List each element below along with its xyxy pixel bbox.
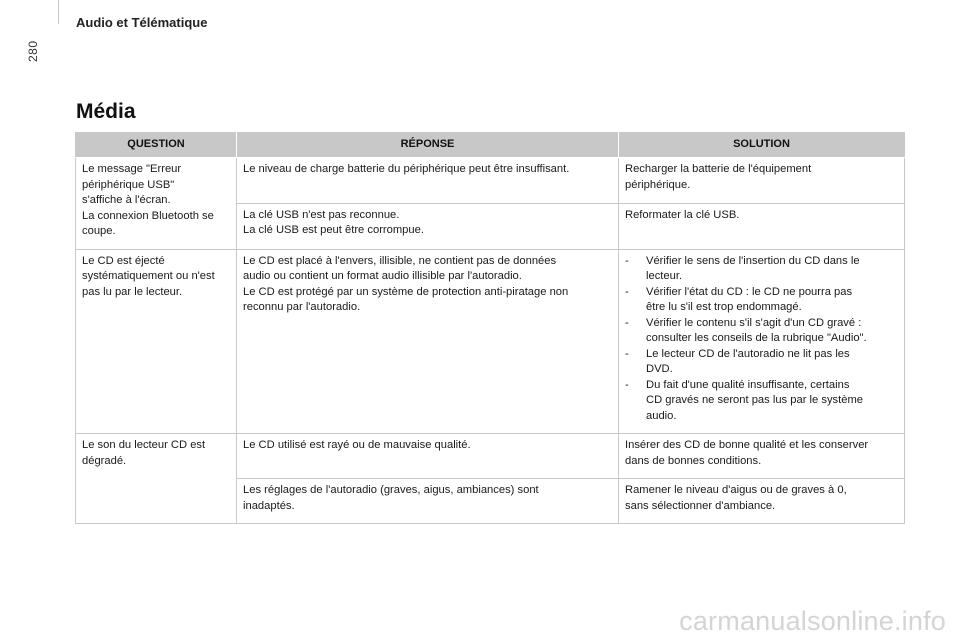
solution-cell <box>619 158 905 204</box>
solution-cell <box>619 479 905 524</box>
text-line: dans de bonnes conditions. <box>625 454 762 467</box>
question-cell <box>76 434 237 524</box>
page-title: Média <box>76 100 136 123</box>
text-line: Le CD est placé à l'envers, illisible, ne contient pas de données <box>243 254 557 267</box>
text-line: Le message "Erreur <box>82 163 182 175</box>
text-line: systématiquement ou n'est <box>82 270 215 282</box>
bullet-dash: - <box>625 316 629 329</box>
text-line: Ramener le niveau d'aigus ou de graves à 0, <box>625 484 847 496</box>
text-line: Le niveau de charge batterie du périphérique peut être insuffisant. <box>243 163 570 175</box>
text-line: La clé USB est peut être corrompue. <box>243 224 424 237</box>
list-item <box>625 378 898 425</box>
answer-cell <box>237 249 619 434</box>
bullet-dash: - <box>625 254 629 267</box>
text-line: Reformater la clé USB. <box>625 208 740 221</box>
text-line: Les réglages de l'autoradio (graves, aigus, ambiances) sont <box>243 484 539 496</box>
text-line: Recharger la batterie de l'équipement <box>625 163 812 175</box>
list-item <box>625 316 898 347</box>
solution-cell <box>619 203 905 249</box>
text-line: pas lu par le lecteur. <box>82 285 183 298</box>
text-line: sans sélectionner d'ambiance. <box>625 499 776 512</box>
text-line: CD gravés ne seront pas lus par le système <box>646 394 864 406</box>
text-line: consulter les conseils de la rubrique "Audio". <box>646 332 867 344</box>
text-line: coupe. <box>82 225 116 237</box>
bullet-dash: - <box>625 285 629 298</box>
section-title: Audio et Télématique <box>76 15 208 30</box>
table-row <box>76 158 905 204</box>
list-item <box>625 347 898 378</box>
bullet-dash: - <box>625 347 629 360</box>
text-line: Vérifier le sens de l'insertion du CD dans le <box>646 254 860 267</box>
text-line: Insérer des CD de bonne qualité et les conserver <box>625 439 869 451</box>
column-header-question: QUESTION <box>76 133 237 158</box>
text-line: s'affiche à l'écran. <box>82 194 171 206</box>
text-line: Le CD utilisé est rayé ou de mauvaise qualité. <box>243 439 471 451</box>
faq-table <box>75 132 905 524</box>
question-cell <box>76 249 237 434</box>
text-line: La clé USB n'est pas reconnue. <box>243 208 400 221</box>
table-header-row <box>76 133 905 158</box>
text-line: Le lecteur CD de l'autoradio ne lit pas les <box>646 347 850 360</box>
table-row <box>76 249 905 434</box>
text-line: Le son du lecteur CD est <box>82 439 206 451</box>
answer-cell <box>237 203 619 249</box>
list-item <box>625 254 898 285</box>
text-line: La connexion Bluetooth se <box>82 209 214 222</box>
list-item <box>625 285 898 316</box>
text-line: Du fait d'une qualité insuffisante, certains <box>646 378 850 391</box>
text-line: Le CD est protégé par un système de protection anti-piratage non <box>243 285 569 298</box>
text-line: être lu s'il est trop endommagé. <box>646 301 802 313</box>
text-line: lecteur. <box>646 270 683 282</box>
text-line: dégradé. <box>82 454 127 467</box>
header-divider <box>58 0 59 24</box>
answer-cell <box>237 479 619 524</box>
solution-cell <box>619 249 905 434</box>
answer-cell <box>237 158 619 204</box>
text-line: audio ou contient un format audio illisible par l'autoradio. <box>243 270 522 282</box>
solution-list <box>625 254 898 425</box>
solution-cell <box>619 434 905 479</box>
watermark: carmanualsonline.info <box>679 606 946 636</box>
column-header-solution: SOLUTION <box>619 133 905 158</box>
text-line: périphérique. <box>625 178 691 191</box>
text-line: périphérique USB" <box>82 178 175 191</box>
text-line: audio. <box>646 409 677 422</box>
answer-cell <box>237 434 619 479</box>
text-line: Vérifier le contenu s'il s'agit d'un CD gravé : <box>646 316 862 329</box>
text-line: Vérifier l'état du CD : le CD ne pourra pas <box>646 285 853 298</box>
table-row <box>76 434 905 479</box>
text-line: inadaptés. <box>243 499 295 512</box>
question-cell <box>76 158 237 250</box>
column-header-response: RÉPONSE <box>237 133 619 158</box>
text-line: Le CD est éjecté <box>82 254 165 267</box>
text-line: reconnu par l'autoradio. <box>243 301 361 313</box>
bullet-dash: - <box>625 378 629 391</box>
text-line: DVD. <box>646 363 673 375</box>
page-number: 280 <box>26 40 40 62</box>
